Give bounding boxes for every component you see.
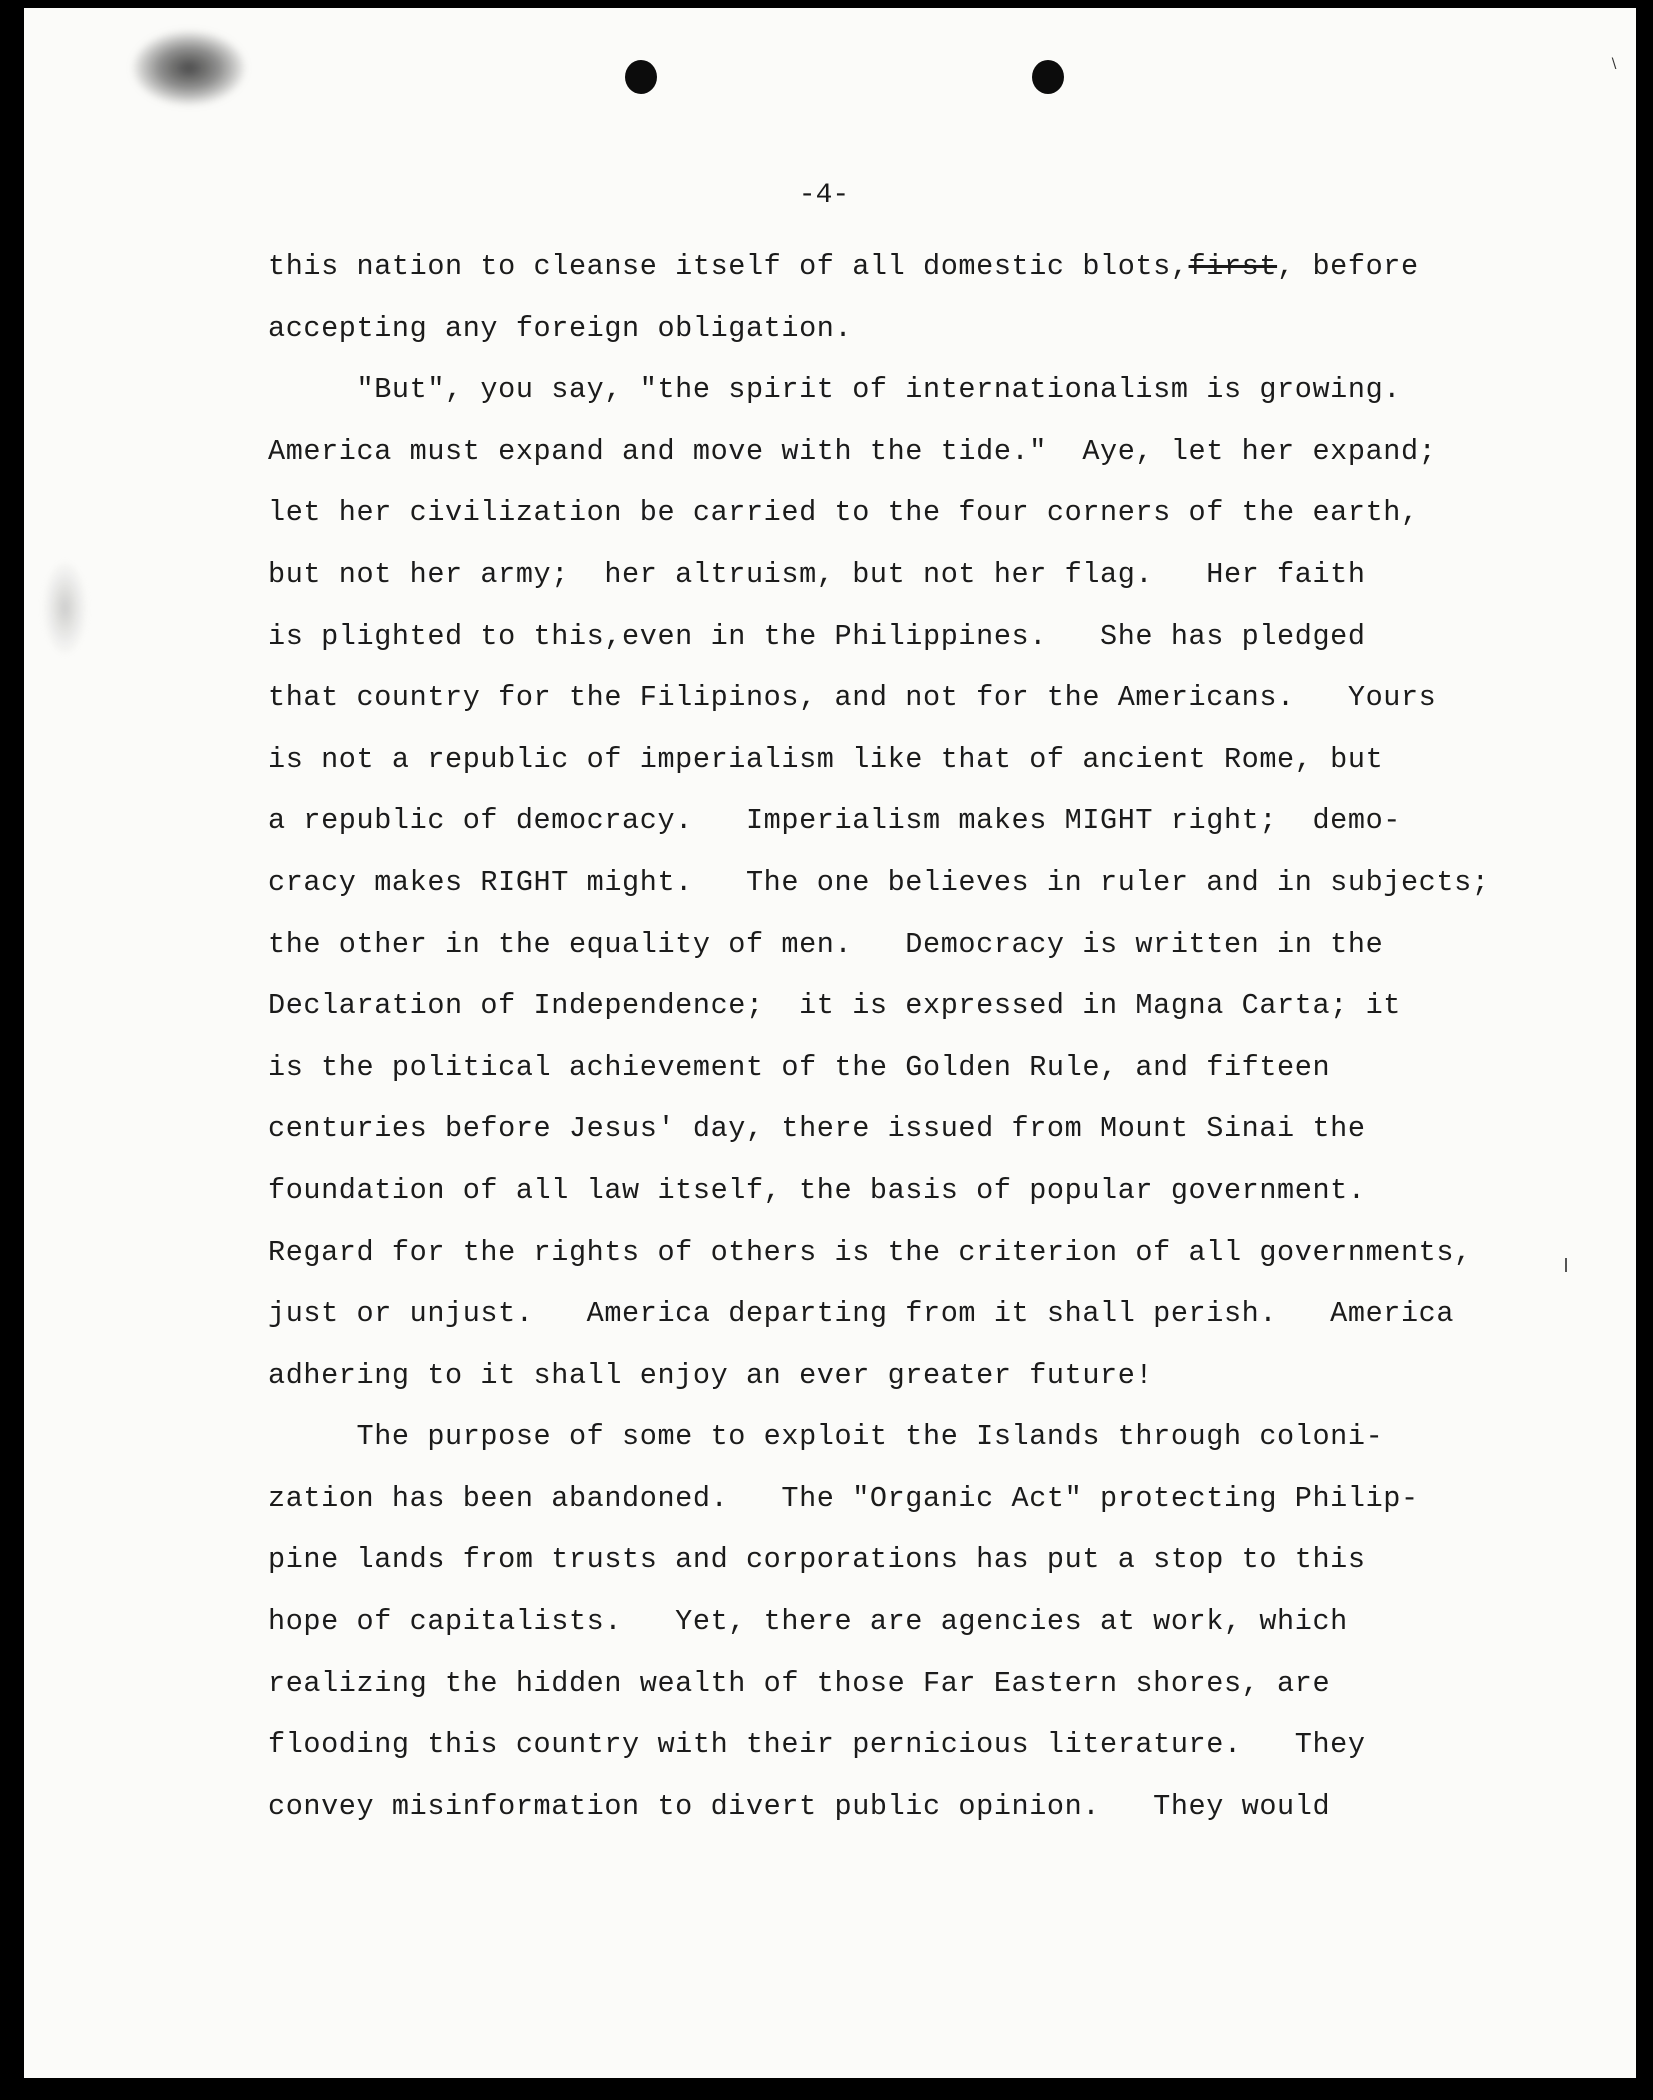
struck-out-word: first [1188, 250, 1278, 283]
text-line [268, 1529, 1588, 1591]
text-line [268, 1037, 1588, 1099]
text-line-continuation: , before [1277, 250, 1419, 283]
text-line-content: this nation to cleanse itself of all domestic blots, [268, 250, 1189, 283]
text-line-content: but not her army; her altruism, but not her flag. Her faith [268, 557, 1366, 591]
punch-hole-left [625, 60, 657, 94]
text-line [268, 914, 1588, 976]
body-text [268, 236, 1588, 1837]
text-line-content: is plighted to this,even in the Philippines. She has pledged [268, 619, 1366, 653]
typewritten-page [24, 8, 1636, 2078]
text-line [268, 298, 1588, 360]
punch-hole-right [1032, 60, 1064, 94]
text-line-content: a republic of democracy. Imperialism makes MIGHT right; demo- [268, 804, 1401, 838]
text-line [268, 1098, 1588, 1160]
text-line-content: zation has been abandoned. The "Organic Act" protecting Philip- [268, 1481, 1419, 1515]
text-line [268, 236, 1588, 298]
text-line [268, 1406, 1588, 1468]
text-line-content: the other in the equality of men. Democracy is written in the [268, 927, 1384, 961]
text-line-content: is not a republic of imperialism like that of ancient Rome, but [268, 742, 1384, 776]
text-line [268, 1222, 1588, 1284]
page-number: -4- [798, 180, 850, 211]
paper-stain [44, 563, 86, 653]
ink-smudge [134, 32, 244, 104]
text-line [268, 667, 1588, 729]
text-line-content: just or unjust. America departing from it shall perish. America [268, 1297, 1455, 1331]
text-line-content: accepting any foreign obligation. [268, 311, 853, 345]
text-line [268, 1468, 1588, 1530]
text-line-content: adhering to it shall enjoy an ever greater future! [268, 1358, 1154, 1392]
text-line [268, 482, 1588, 544]
text-line-content: let her civilization be carried to the four corners of the earth, [268, 496, 1419, 530]
text-line-content: foundation of all law itself, the basis of popular government. [268, 1173, 1366, 1207]
text-line-content: is the political achievement of the Golden Rule, and fifteen [268, 1050, 1331, 1084]
text-line [268, 729, 1588, 791]
text-line-content: flooding this country with their pernicious literature. They [268, 1728, 1366, 1762]
text-line-content: cracy makes RIGHT might. The one believes in ruler and in subjects; [268, 865, 1490, 899]
text-line-content: centuries before Jesus' day, there issued from Mount Sinai the [268, 1112, 1366, 1146]
text-line-content: that country for the Filipinos, and not for the Americans. Yours [268, 681, 1437, 715]
text-line [268, 1591, 1588, 1653]
text-line-content: America must expand and move with the tide." Aye, let her expand; [268, 434, 1437, 468]
text-line [268, 1714, 1588, 1776]
text-line-content: "But", you say, "the spirit of internationalism is growing. [268, 373, 1401, 407]
text-line-content: convey misinformation to divert public opinion. They would [268, 1789, 1331, 1823]
text-line [268, 975, 1588, 1037]
text-line [268, 852, 1588, 914]
text-line [268, 359, 1588, 421]
text-line [268, 1160, 1588, 1222]
text-line [268, 606, 1588, 668]
text-line-content: Regard for the rights of others is the criterion of all governments, [268, 1235, 1472, 1269]
text-line [268, 1283, 1588, 1345]
text-line-content: pine lands from trusts and corporations has put a stop to this [268, 1543, 1366, 1577]
text-line [268, 1345, 1588, 1407]
text-line [268, 1776, 1588, 1838]
text-line-content: Declaration of Independence; it is expressed in Magna Carta; it [268, 989, 1401, 1023]
text-line [268, 790, 1588, 852]
text-line [268, 421, 1588, 483]
text-line [268, 1653, 1588, 1715]
text-line [268, 544, 1588, 606]
corner-mark: ∖ [1609, 56, 1618, 72]
text-line-content: realizing the hidden wealth of those Far Eastern shores, are [268, 1666, 1331, 1700]
text-line-content: The purpose of some to exploit the Islands through coloni- [268, 1420, 1384, 1454]
text-line-content: hope of capitalists. Yet, there are agencies at work, which [268, 1605, 1348, 1639]
